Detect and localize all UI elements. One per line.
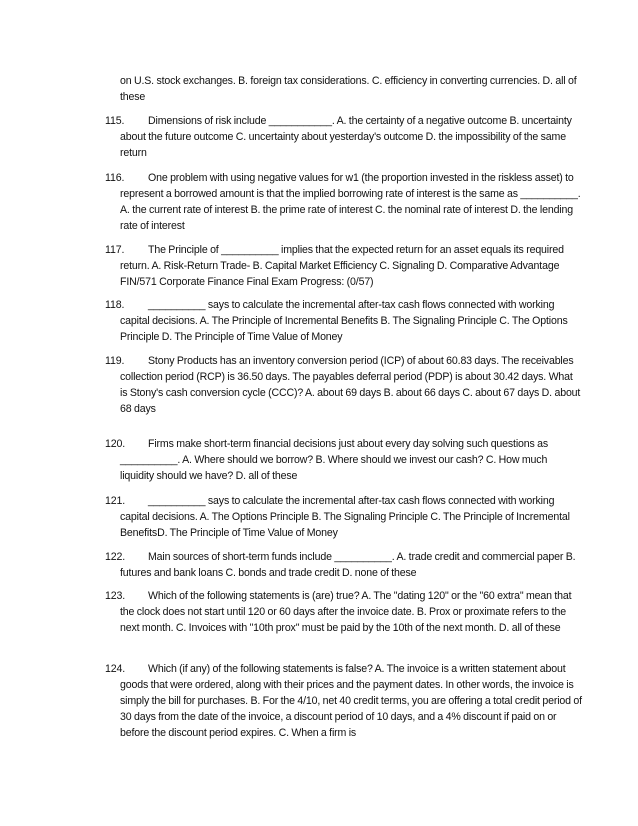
question-number: 115. (105, 115, 125, 127)
question-number: 122. (105, 551, 126, 563)
question-number: 120. (105, 438, 126, 450)
question-116 (105, 170, 582, 234)
continued-answer-text: on U.S. stock exchanges. B. foreign tax considerations. C. efficiency in converting currencies. D. all of these (120, 75, 577, 103)
question-number: 119. (105, 355, 125, 367)
question-number: 121. (105, 495, 126, 507)
question-number: 116. (105, 172, 125, 184)
question-121 (105, 493, 582, 541)
question-text: Main sources of short-term funds include __________. A. trade credit and commercial paper B. futures and bank loans C. bonds and trade credit D. none of these (120, 551, 576, 579)
question-number: 124. (105, 663, 126, 675)
question-text: The Principle of __________ implies that the expected return for an asset equals its required return. A. Risk-Return Trade- B. Capital Market Efficiency C. Signaling D. Comparative Advantage FIN/571 Corporate Finance Final Exam Progress: (0/57) (120, 244, 564, 288)
question-117 (105, 242, 582, 290)
question-text: __________ says to calculate the incremental after-tax cash flows connected with working capital decisions. A. The Options Principle B. The Signaling Principle C. The Principle of Incremental BenefitsD. The Principle of Time Value of Money (120, 495, 570, 539)
question-text: __________ says to calculate the incremental after-tax cash flows connected with working capital decisions. A. The Principle of Incremental Benefits B. The Signaling Principle C. The Options Principle D. The Principle of Time Value of Money (120, 299, 568, 343)
question-text: One problem with using negative values for w1 (the proportion invested in the riskless asset) to represent a borrowed amount is that the implied borrowing rate of interest is the same as __________. A. the current rate of interest B. the prime rate of interest C. the nominal rate of interest D. the lending rate of interest (120, 172, 581, 232)
question-115 (105, 113, 582, 161)
question-124 (105, 661, 582, 741)
question-number: 117. (105, 244, 125, 256)
question-122 (105, 549, 582, 581)
question-123 (105, 588, 582, 636)
question-text: Which of the following statements is (are) true? A. The "dating 120" or the "60 extra" mean that the clock does not start until 120 or 60 days after the invoice date. B. Prox or proximate refers to the next month. C. Invoices with "10th prox" must be paid by the 10th of the next month. D. all of these (120, 590, 572, 634)
question-text: Stony Products has an inventory conversion period (ICP) of about 60.83 days. The receivables collection period (RCP) is 36.50 days. The payables deferral period (PDP) is about 30.42 days. What is Stony's cash conversion cycle (CCC)? A. about 69 days B. about 66 days C. about 67 days D. about 68 days (120, 355, 581, 415)
question-119 (105, 353, 582, 417)
question-118 (105, 297, 582, 345)
question-120 (105, 436, 582, 484)
question-text: Which (if any) of the following statements is false? A. The invoice is a written statement about goods that were ordered, along with their prices and the payment dates. In other words, the invoice is simply the bill for purchases. B. For the 4/10, net 40 credit terms, you are offering a total credit period of 30 days from the date of the invoice, a discount period of 10 days, and a 4% discount if paid on or before the discount period expires. C. When a firm is (120, 663, 582, 739)
question-text: Dimensions of risk include ___________. A. the certainty of a negative outcome B. uncertainty about the future outcome C. uncertainty about yesterday's outcome D. the impossibility of the same return (120, 115, 572, 159)
question-text: Firms make short-term financial decisions just about every day solving such questions as __________. A. Where should we borrow? B. Where should we invest our cash? C. How much liquidity should we have? D. all of these (120, 438, 549, 482)
question-number: 123. (105, 590, 126, 602)
question-number: 118. (105, 299, 125, 311)
